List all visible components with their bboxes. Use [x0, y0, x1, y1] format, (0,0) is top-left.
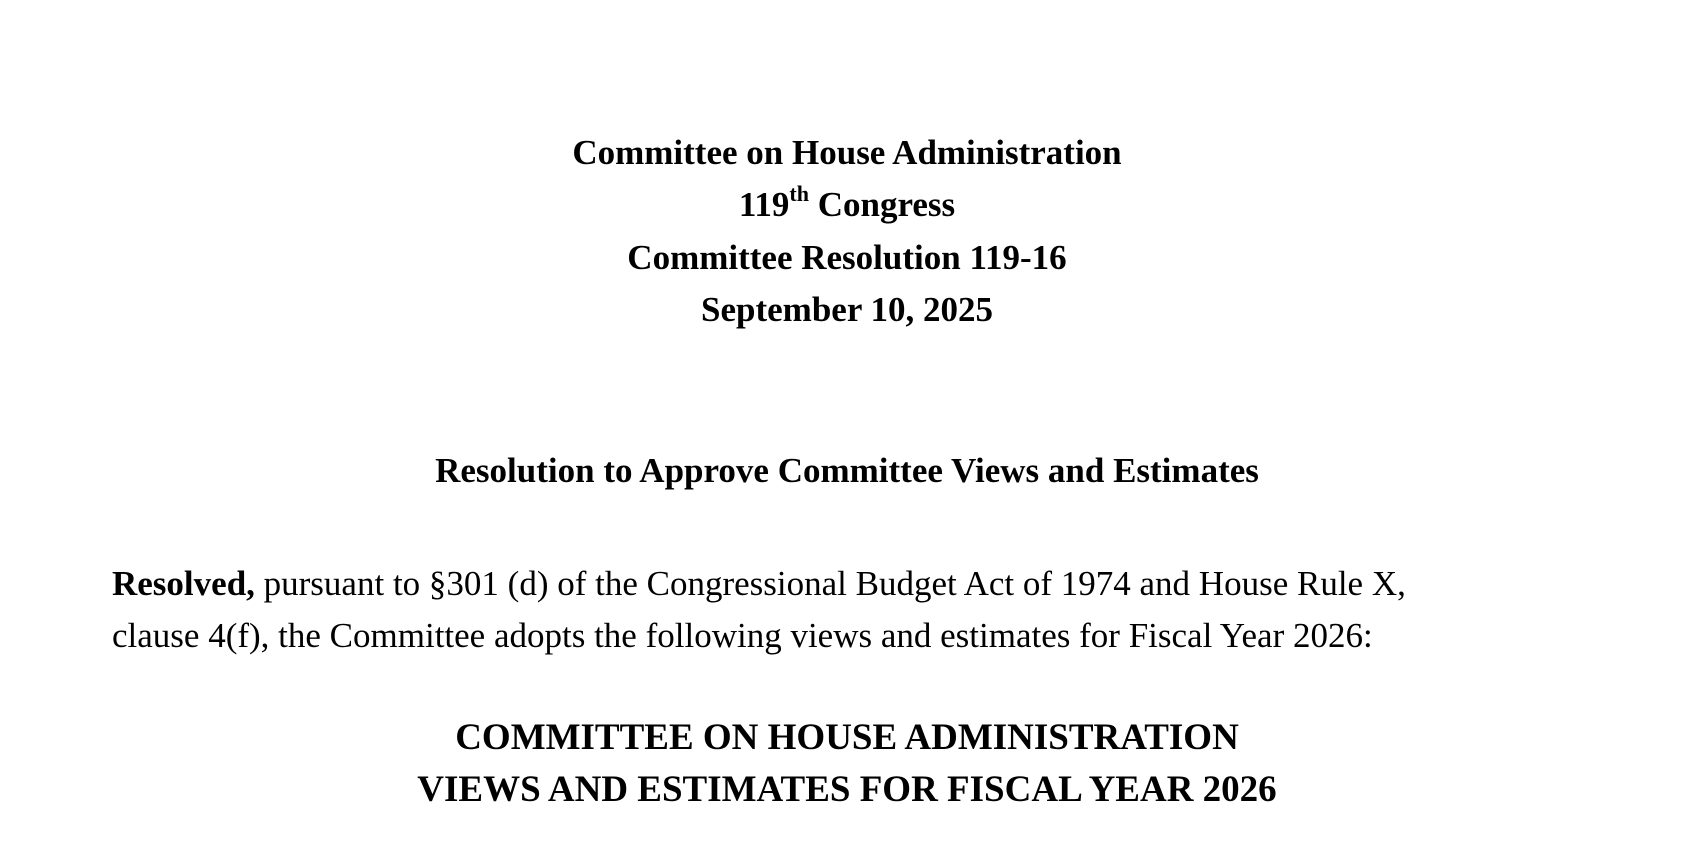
- resolution-date: September 10, 2025: [701, 290, 993, 329]
- congress-word: Congress: [808, 185, 956, 224]
- section-heading-line-1: COMMITTEE ON HOUSE ADMINISTRATION: [455, 717, 1239, 758]
- committee-name: Committee on House Administration: [572, 133, 1122, 172]
- section-heading-line-2: VIEWS AND ESTIMATES FOR FISCAL YEAR 2026: [417, 769, 1277, 810]
- resolution-body: [112, 558, 1592, 662]
- resolution-title: Resolution to Approve Committee Views and Estimates: [435, 451, 1259, 490]
- body-line-2: clause 4(f), the Committee adopts the following views and estimates for Fiscal Year 2026:: [112, 616, 1373, 655]
- body-lead: Resolved,: [112, 564, 255, 603]
- congress-suffix: th: [789, 181, 809, 207]
- body-line-1-text: pursuant to §301 (d) of the Congressional Budget Act of 1974 and House Rule X,: [254, 564, 1406, 603]
- congress-line: [0, 181, 1694, 226]
- body-line-1: [112, 558, 1592, 610]
- resolution-number: Committee Resolution 119-16: [627, 238, 1067, 277]
- congress-number: 119: [738, 185, 790, 224]
